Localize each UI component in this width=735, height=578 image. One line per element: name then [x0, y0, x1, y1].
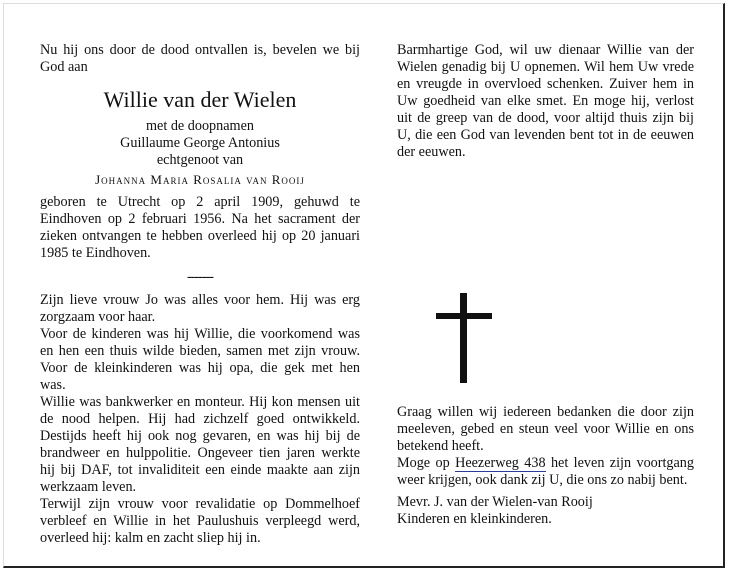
spouse-label: echtgenoot van: [156, 152, 244, 168]
thanks-text: Graag willen wij iedereen bedanken die door zijn meeleven, gebed en steun veel voor Willie en ons betekend heeft.: [397, 404, 694, 454]
separator: -------: [186, 269, 214, 285]
latin-cross-icon: [436, 293, 492, 383]
right-bottom-text: [397, 404, 694, 528]
paragraph-wife: Zijn lieve vrouw Jo was alles voor hem. Hij was erg zorgzaam voor haar.: [40, 292, 360, 325]
prayer-text: Barmhartige God, wil uw dienaar Willie van der Wielen genadig bij U opnemen. Wil hem Uw vrede en vreugde in overvloed schenken. Zuiver hem in Uw goedheid van elke smet. En moge hij, verlost uit de greep van de dood, voor altijd thuis zijn bij U, die een God van levenden bent tot in de eeuwen der eeuwen.: [397, 42, 694, 160]
signature-line-1: Mevr. J. van der Wielen-van Rooij: [397, 494, 593, 510]
right-column: [397, 42, 694, 161]
given-names: Guillaume George Antonius: [120, 135, 280, 151]
moge-after: het leven zijn voortgang weer krijgen, ook dank zij U, die ons zo nabij bent.: [397, 455, 694, 488]
birth-death-text: geboren te Utrecht op 2 april 1909, gehuwd te Eindhoven op 2 februari 1956. Na het sacrament der zieken ontvangen te hebben overleed hij op 20 januari 1985 te Eindhoven.: [40, 194, 360, 261]
address: Heezerweg 438: [455, 455, 546, 471]
intro-text: Nu hij ons door de dood ontvallen is, bevelen we bij God aan: [40, 42, 360, 75]
spouse-name: Johanna Maria Rosalia van Rooij: [95, 172, 305, 187]
moge-before: Moge op: [397, 455, 456, 471]
signature-line-2: Kinderen en kleinkinderen.: [397, 511, 552, 527]
paragraph-work: Willie was bankwerker en monteur. Hij kon mensen uit de nood helpen. Hij had zichzelf goed ontwikkeld. Destijds heeft hij ook nog gevaren, en was hij bij de brandweer en hulppolitie. Ongeveer tien jaren werkte hij bij DAF, tot invaliditeit een einde maakte aan zijn werkzaam leven.: [40, 394, 360, 495]
paragraph-children: Voor de kinderen was hij Willie, die voorkomend was en hen een thuis wilde bieden, samen met zijn vrouw. Voor de kleinkinderen was hij opa, die gek met hen was.: [40, 326, 360, 393]
baptism-label: met de doopnamen: [146, 118, 254, 134]
paragraph-passing: Terwijl zijn vrouw voor revalidatie op Dommelhoef verbleef en Willie in het Paulushuis verpleegd werd, overleed hij: kalm en zacht sliep hij in.: [40, 496, 360, 546]
left-column: [40, 42, 360, 547]
moge-text: [397, 455, 694, 489]
deceased-name: Willie van der Wielen: [103, 87, 297, 112]
